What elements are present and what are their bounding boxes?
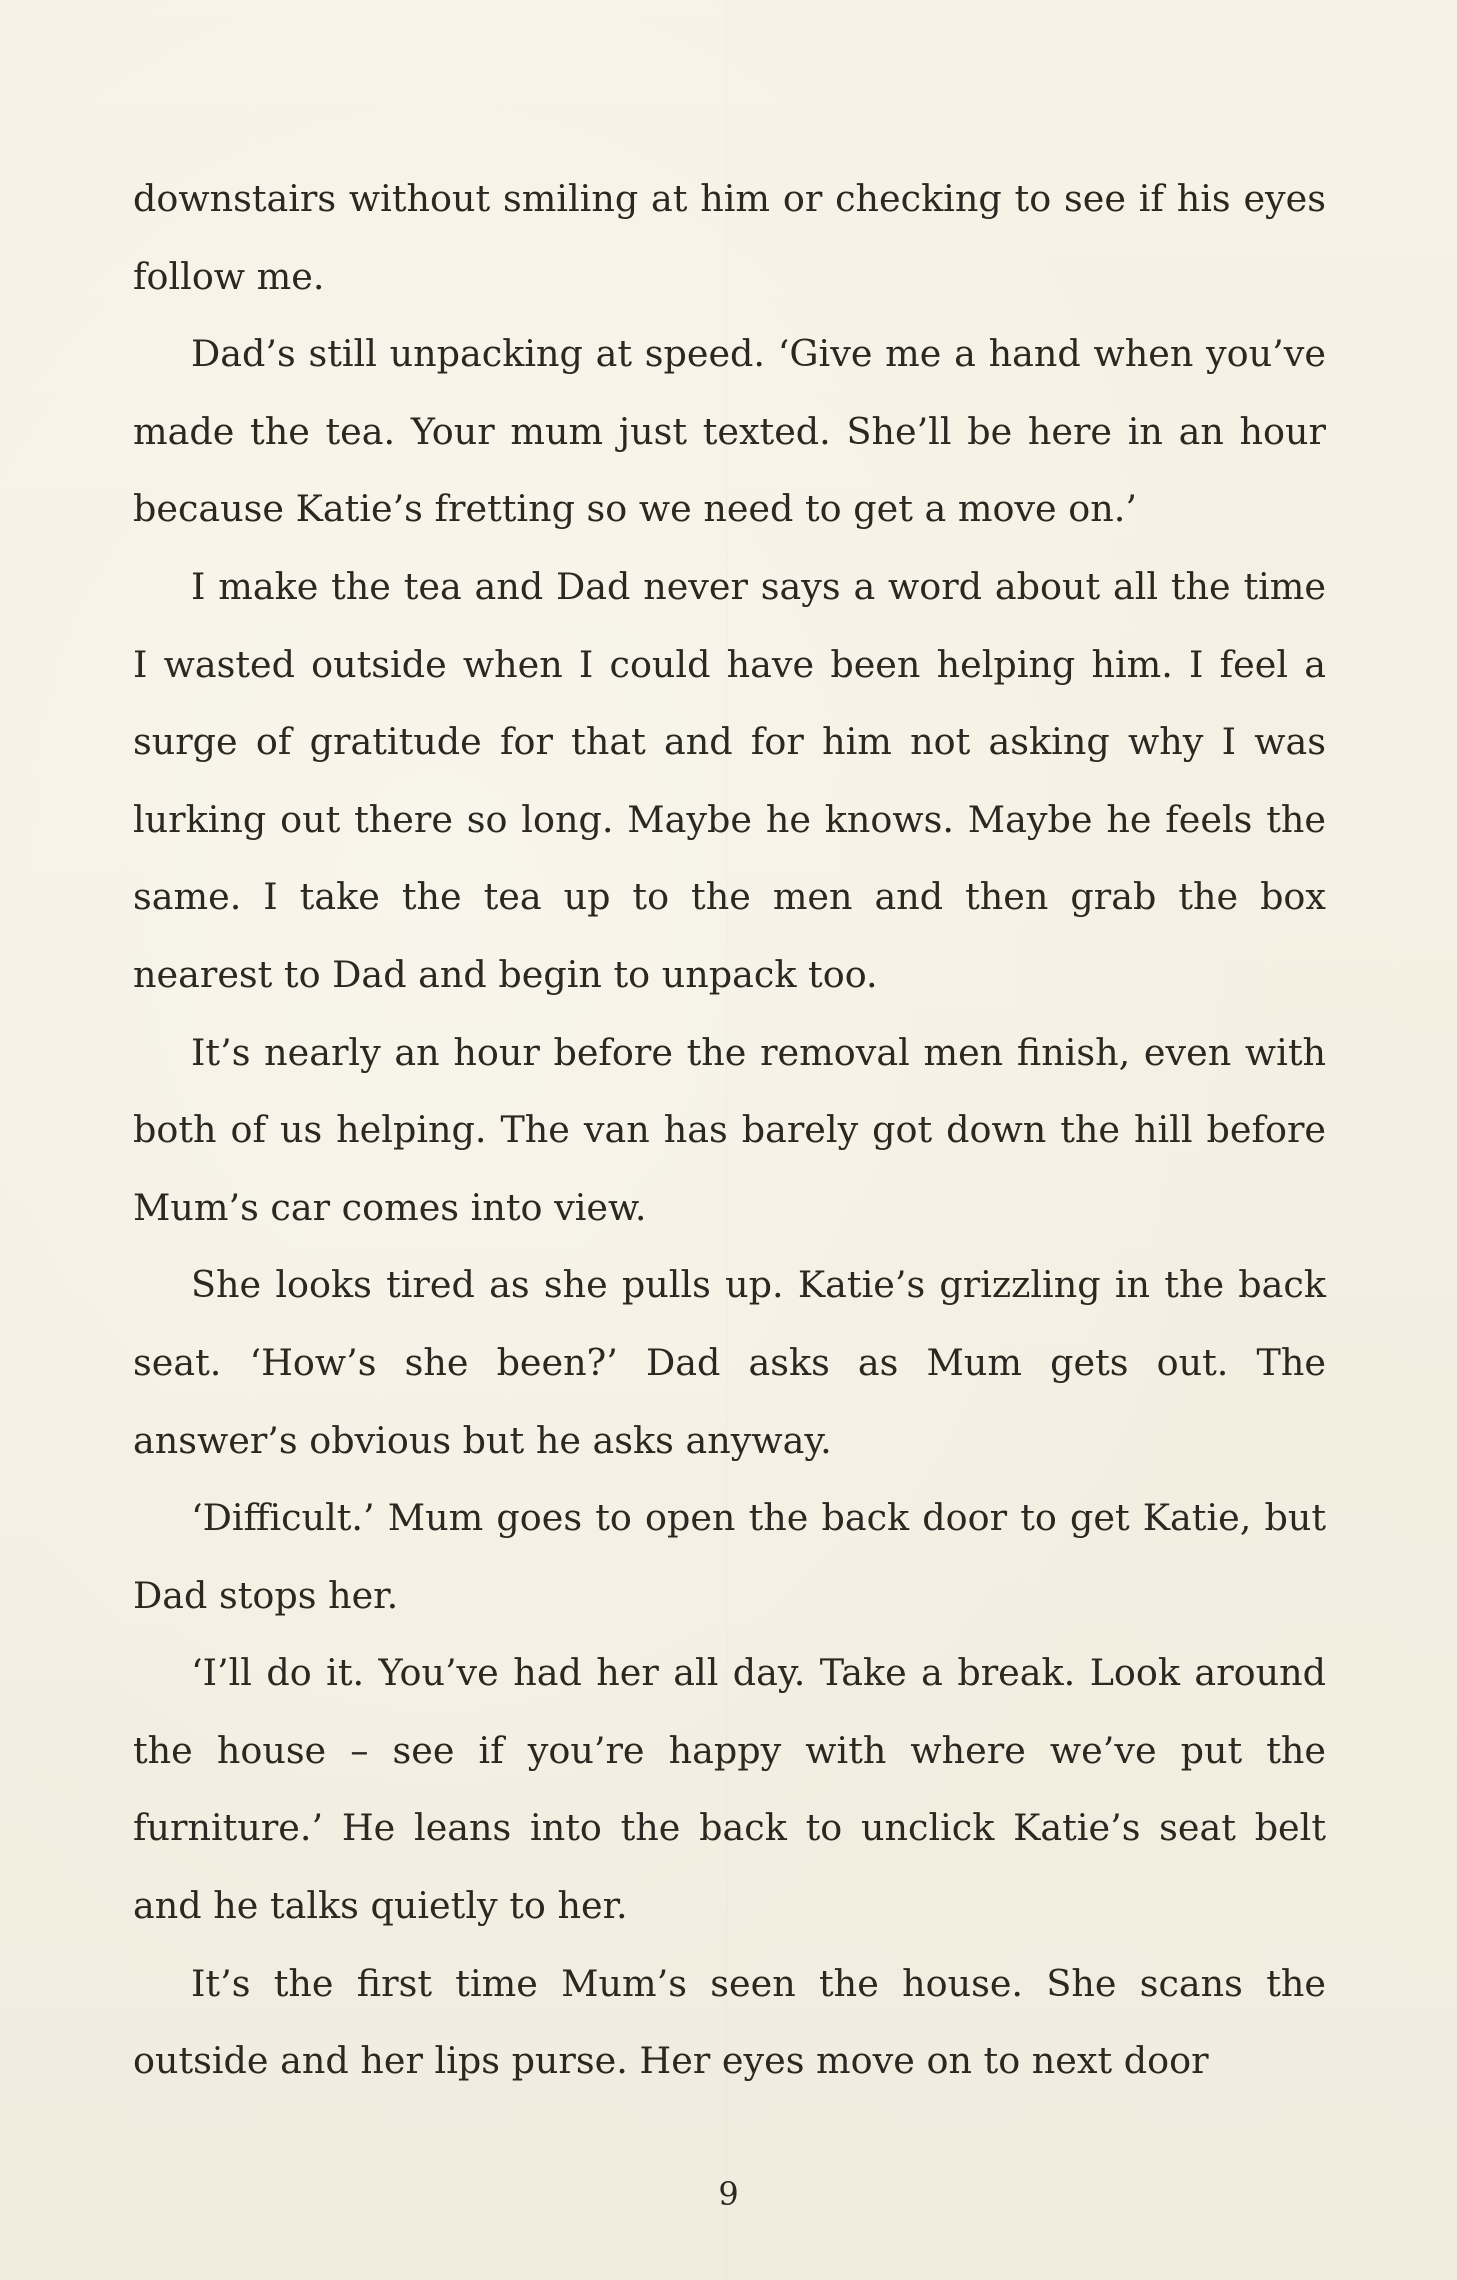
paragraph: Dad’s still unpacking at speed. ‘Give me a hand when you’ve made the tea. Your mum just texted. She’ll be here in an hour because Katie’s fretting so we need to get a move on.’ xyxy=(133,332,1326,531)
page-number: 9 xyxy=(718,2175,739,2213)
paragraph: It’s the first time Mum’s seen the house. She scans the outside and her lips purse. Her eyes move on to next door xyxy=(133,1961,1326,2083)
paragraph-continued: downstairs without smiling at him or checking to see if his eyes follow me. xyxy=(133,177,1326,298)
paragraph: It’s nearly an hour before the removal men finish, even with both of us helping. The van has barely got down the hill before Mum’s car comes into view. xyxy=(133,1030,1326,1229)
paragraph: I make the tea and Dad never says a word about all the time I wasted outside when I could have been helping him. I feel a surge of gratitude for that and for him not asking why I was lurking out there so long. Maybe he knows. Maybe he feels the same. I take the tea up to the men and then grab the box nearest to Dad and begin to unpack too. xyxy=(133,564,1326,996)
paragraph: ‘Difficult.’ Mum goes to open the back door to get Katie, but Dad stops her. xyxy=(133,1496,1326,1617)
paragraph: ‘I’ll do it. You’ve had her all day. Take a break. Look around the house – see if you’re happy with where we’ve put the furniture.’ He leans into the back to unclick Katie’s seat belt and he talks quietly to her. xyxy=(133,1651,1326,1928)
body-text xyxy=(133,160,1326,2100)
paragraph: She looks tired as she pulls up. Katie’s grizzling in the back seat. ‘How’s she been?’ Dad asks as Mum gets out. The answer’s obvious but he asks anyway. xyxy=(133,1263,1326,1462)
